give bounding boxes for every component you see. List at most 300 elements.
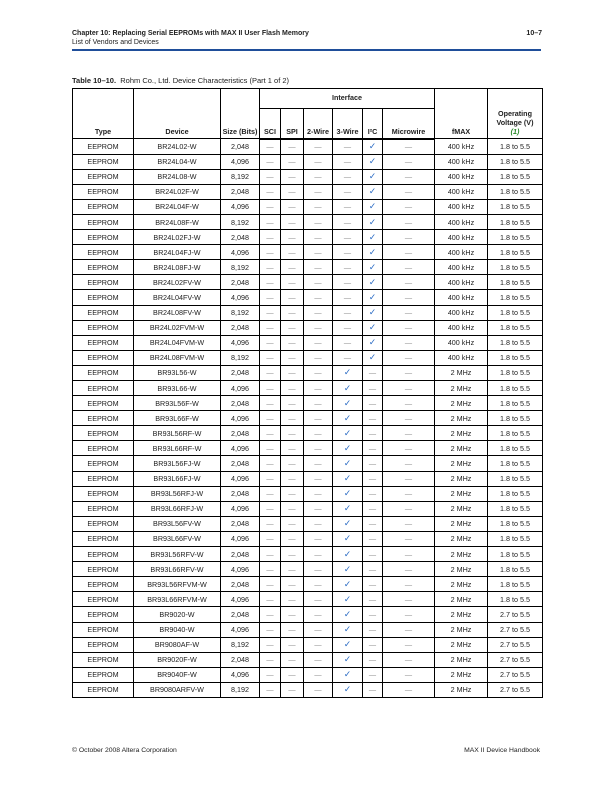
table-row	[73, 426, 543, 441]
dash-cell: —	[304, 577, 333, 592]
dash-cell: —	[333, 350, 363, 365]
table-cell: 4,096	[221, 471, 260, 486]
check-icon: ✓	[363, 290, 383, 305]
dash-cell: —	[281, 184, 304, 199]
table-cell: EEPROM	[73, 547, 134, 562]
table-cell: BR93L56RFVM-W	[134, 577, 221, 592]
dash-cell: —	[333, 320, 363, 335]
table-cell: 4,096	[221, 667, 260, 682]
table-cell: 1.8 to 5.5	[488, 486, 543, 501]
dash-cell: —	[260, 441, 281, 456]
table-cell: 4,096	[221, 199, 260, 214]
dash-cell: —	[383, 139, 435, 155]
dash-cell: —	[304, 652, 333, 667]
dash-cell: —	[304, 275, 333, 290]
table-cell: 2,048	[221, 577, 260, 592]
dash-cell: —	[383, 607, 435, 622]
dash-cell: —	[281, 501, 304, 516]
table-cell: 1.8 to 5.5	[488, 547, 543, 562]
check-icon: ✓	[333, 365, 363, 380]
table-cell: EEPROM	[73, 381, 134, 396]
dash-cell: —	[281, 471, 304, 486]
table-cell: 1.8 to 5.5	[488, 471, 543, 486]
check-icon: ✓	[333, 547, 363, 562]
col-interface: Interface	[260, 89, 435, 109]
dash-cell: —	[383, 396, 435, 411]
table-cell: 2,048	[221, 456, 260, 471]
table-cell: BR9080ARFV-W	[134, 682, 221, 697]
table-cell: 1.8 to 5.5	[488, 365, 543, 380]
dash-cell: —	[363, 547, 383, 562]
table-cell: 2 MHz	[435, 456, 488, 471]
table-cell: EEPROM	[73, 139, 134, 155]
table-cell: 2,048	[221, 652, 260, 667]
check-icon: ✓	[333, 396, 363, 411]
col-voltage	[488, 89, 543, 139]
dash-cell: —	[281, 426, 304, 441]
dash-cell: —	[383, 456, 435, 471]
table-cell: 1.8 to 5.5	[488, 426, 543, 441]
dash-cell: —	[333, 214, 363, 229]
table-row	[73, 396, 543, 411]
table-cell: EEPROM	[73, 169, 134, 184]
dash-cell: —	[304, 169, 333, 184]
table-cell: 2,048	[221, 396, 260, 411]
table-cell: EEPROM	[73, 305, 134, 320]
dash-cell: —	[383, 486, 435, 501]
dash-cell: —	[383, 214, 435, 229]
table-cell: EEPROM	[73, 290, 134, 305]
dash-cell: —	[333, 335, 363, 350]
check-icon: ✓	[363, 305, 383, 320]
table-cell: 8,192	[221, 169, 260, 184]
dash-cell: —	[304, 214, 333, 229]
col-2wire: 2-Wire	[304, 109, 333, 139]
table-cell: 400 kHz	[435, 320, 488, 335]
dash-cell: —	[281, 396, 304, 411]
check-icon: ✓	[363, 275, 383, 290]
dash-cell: —	[383, 667, 435, 682]
table-cell: BR24L04F-W	[134, 199, 221, 214]
check-icon: ✓	[363, 350, 383, 365]
table-row	[73, 260, 543, 275]
check-icon: ✓	[363, 214, 383, 229]
dash-cell: —	[363, 456, 383, 471]
dash-cell: —	[383, 547, 435, 562]
table-cell: BR93L66RFVM-W	[134, 592, 221, 607]
dash-cell: —	[304, 335, 333, 350]
table-cell: BR24L04FJ-W	[134, 245, 221, 260]
dash-cell: —	[281, 486, 304, 501]
dash-cell: —	[304, 426, 333, 441]
table-cell: EEPROM	[73, 426, 134, 441]
table-cell: 2,048	[221, 516, 260, 531]
dash-cell: —	[304, 682, 333, 697]
dash-cell: —	[383, 199, 435, 214]
table-cell: 4,096	[221, 592, 260, 607]
table-label: Table 10–10.	[72, 76, 117, 85]
table-cell: 1.8 to 5.5	[488, 260, 543, 275]
dash-cell: —	[383, 275, 435, 290]
table-cell: 2 MHz	[435, 426, 488, 441]
footnote-link[interactable]: (1)	[510, 127, 520, 136]
table-cell: BR93L56FV-W	[134, 516, 221, 531]
table-row	[73, 471, 543, 486]
dash-cell: —	[281, 456, 304, 471]
table-cell: 2,048	[221, 365, 260, 380]
dash-cell: —	[383, 471, 435, 486]
dash-cell: —	[383, 426, 435, 441]
dash-cell: —	[363, 577, 383, 592]
dash-cell: —	[383, 169, 435, 184]
device-table	[72, 88, 543, 698]
table-cell: 8,192	[221, 305, 260, 320]
table-cell: 2 MHz	[435, 396, 488, 411]
table-row	[73, 214, 543, 229]
dash-cell: —	[304, 607, 333, 622]
dash-cell: —	[260, 245, 281, 260]
check-icon: ✓	[333, 456, 363, 471]
table-cell: BR24L02F-W	[134, 184, 221, 199]
dash-cell: —	[383, 652, 435, 667]
table-cell: 8,192	[221, 682, 260, 697]
table-cell: 2 MHz	[435, 441, 488, 456]
table-cell: BR9040-W	[134, 622, 221, 637]
table-cell: 2.7 to 5.5	[488, 682, 543, 697]
dash-cell: —	[260, 184, 281, 199]
table-cell: 1.8 to 5.5	[488, 501, 543, 516]
check-icon: ✓	[333, 592, 363, 607]
table-cell: 2 MHz	[435, 682, 488, 697]
table-row	[73, 486, 543, 501]
table-row	[73, 531, 543, 546]
dash-cell: —	[333, 230, 363, 245]
dash-cell: —	[260, 531, 281, 546]
table-cell: 2 MHz	[435, 411, 488, 426]
table-cell: 4,096	[221, 441, 260, 456]
dash-cell: —	[304, 531, 333, 546]
dash-cell: —	[383, 154, 435, 169]
table-cell: EEPROM	[73, 335, 134, 350]
table-cell: EEPROM	[73, 622, 134, 637]
table-cell: 400 kHz	[435, 245, 488, 260]
col-fmax: fMAX	[435, 89, 488, 139]
dash-cell: —	[260, 501, 281, 516]
dash-cell: —	[383, 531, 435, 546]
dash-cell: —	[260, 607, 281, 622]
dash-cell: —	[281, 516, 304, 531]
dash-cell: —	[383, 230, 435, 245]
dash-cell: —	[304, 260, 333, 275]
table-cell: EEPROM	[73, 214, 134, 229]
dash-cell: —	[260, 411, 281, 426]
dash-cell: —	[383, 577, 435, 592]
check-icon: ✓	[333, 637, 363, 652]
table-cell: 1.8 to 5.5	[488, 184, 543, 199]
dash-cell: —	[304, 139, 333, 155]
dash-cell: —	[304, 381, 333, 396]
dash-cell: —	[281, 214, 304, 229]
table-cell: 1.8 to 5.5	[488, 350, 543, 365]
table-cell: 2 MHz	[435, 531, 488, 546]
table-cell: EEPROM	[73, 275, 134, 290]
dash-cell: —	[383, 562, 435, 577]
dash-cell: —	[281, 335, 304, 350]
dash-cell: —	[383, 381, 435, 396]
dash-cell: —	[304, 592, 333, 607]
dash-cell: —	[281, 350, 304, 365]
dash-cell: —	[260, 396, 281, 411]
table-cell: BR24L08FJ-W	[134, 260, 221, 275]
table-cell: 400 kHz	[435, 305, 488, 320]
table-row	[73, 305, 543, 320]
table-cell: 2 MHz	[435, 667, 488, 682]
table-row	[73, 667, 543, 682]
dash-cell: —	[383, 516, 435, 531]
dash-cell: —	[383, 682, 435, 697]
check-icon: ✓	[363, 245, 383, 260]
table-cell: BR93L56FJ-W	[134, 456, 221, 471]
table-cell: 400 kHz	[435, 230, 488, 245]
col-device: Device	[134, 89, 221, 139]
table-cell: EEPROM	[73, 516, 134, 531]
table-cell: EEPROM	[73, 486, 134, 501]
table-row	[73, 607, 543, 622]
col-i2c: I²C	[363, 109, 383, 139]
table-cell: 4,096	[221, 290, 260, 305]
table-cell: 400 kHz	[435, 290, 488, 305]
table-row	[73, 139, 543, 155]
dash-cell: —	[363, 486, 383, 501]
dash-cell: —	[260, 426, 281, 441]
dash-cell: —	[260, 667, 281, 682]
dash-cell: —	[281, 622, 304, 637]
dash-cell: —	[304, 154, 333, 169]
table-cell: 2 MHz	[435, 516, 488, 531]
col-type: Type	[73, 89, 134, 139]
check-icon: ✓	[363, 335, 383, 350]
table-cell: 400 kHz	[435, 139, 488, 155]
table-cell: EEPROM	[73, 230, 134, 245]
dash-cell: —	[383, 622, 435, 637]
table-cell: 2 MHz	[435, 381, 488, 396]
dash-cell: —	[260, 456, 281, 471]
dash-cell: —	[363, 667, 383, 682]
check-icon: ✓	[363, 230, 383, 245]
dash-cell: —	[383, 441, 435, 456]
dash-cell: —	[383, 637, 435, 652]
dash-cell: —	[383, 305, 435, 320]
dash-cell: —	[304, 320, 333, 335]
table-cell: 2 MHz	[435, 637, 488, 652]
dash-cell: —	[304, 516, 333, 531]
table-cell: 8,192	[221, 214, 260, 229]
table-cell: EEPROM	[73, 592, 134, 607]
table-caption-text: Rohm Co., Ltd. Device Characteristics (Part 1 of 2)	[120, 76, 290, 85]
table-cell: EEPROM	[73, 652, 134, 667]
table-cell: 1.8 to 5.5	[488, 577, 543, 592]
col-size: Size (Bits)	[221, 89, 260, 139]
table-cell: BR24L08F-W	[134, 214, 221, 229]
table-cell: EEPROM	[73, 411, 134, 426]
table-cell: 2 MHz	[435, 652, 488, 667]
dash-cell: —	[260, 592, 281, 607]
table-cell: 400 kHz	[435, 275, 488, 290]
dash-cell: —	[363, 365, 383, 380]
table-row	[73, 592, 543, 607]
dash-cell: —	[363, 411, 383, 426]
table-cell: 1.8 to 5.5	[488, 154, 543, 169]
table-row	[73, 230, 543, 245]
table-cell: 1.8 to 5.5	[488, 305, 543, 320]
table-cell: EEPROM	[73, 441, 134, 456]
table-cell: 1.8 to 5.5	[488, 592, 543, 607]
table-row	[73, 516, 543, 531]
table-cell: 2,048	[221, 320, 260, 335]
table-cell: 2.7 to 5.5	[488, 667, 543, 682]
dash-cell: —	[260, 335, 281, 350]
check-icon: ✓	[333, 667, 363, 682]
dash-cell: —	[260, 682, 281, 697]
check-icon: ✓	[333, 577, 363, 592]
dash-cell: —	[383, 592, 435, 607]
dash-cell: —	[383, 290, 435, 305]
table-row	[73, 275, 543, 290]
table-cell: 1.8 to 5.5	[488, 245, 543, 260]
table-cell: 400 kHz	[435, 199, 488, 214]
table-cell: BR24L02FJ-W	[134, 230, 221, 245]
table-cell: EEPROM	[73, 365, 134, 380]
dash-cell: —	[304, 501, 333, 516]
check-icon: ✓	[333, 531, 363, 546]
dash-cell: —	[304, 199, 333, 214]
dash-cell: —	[333, 169, 363, 184]
table-row	[73, 501, 543, 516]
table-cell: BR9020-W	[134, 607, 221, 622]
dash-cell: —	[383, 260, 435, 275]
dash-cell: —	[260, 169, 281, 184]
table-cell: 2 MHz	[435, 607, 488, 622]
table-cell: 4,096	[221, 154, 260, 169]
table-cell: 1.8 to 5.5	[488, 169, 543, 184]
dash-cell: —	[363, 501, 383, 516]
table-row	[73, 154, 543, 169]
check-icon: ✓	[363, 154, 383, 169]
dash-cell: —	[363, 637, 383, 652]
table-cell: 2 MHz	[435, 622, 488, 637]
table-cell: EEPROM	[73, 350, 134, 365]
table-row	[73, 350, 543, 365]
dash-cell: —	[260, 637, 281, 652]
footer-copyright: © October 2008 Altera Corporation	[72, 747, 177, 754]
table-cell: BR93L66RF-W	[134, 441, 221, 456]
table-cell: 2.7 to 5.5	[488, 637, 543, 652]
dash-cell: —	[383, 411, 435, 426]
check-icon: ✓	[363, 320, 383, 335]
table-row	[73, 290, 543, 305]
table-cell: 1.8 to 5.5	[488, 396, 543, 411]
table-cell: EEPROM	[73, 260, 134, 275]
table-cell: EEPROM	[73, 245, 134, 260]
table-cell: EEPROM	[73, 562, 134, 577]
dash-cell: —	[333, 290, 363, 305]
table-cell: 2 MHz	[435, 365, 488, 380]
table-row	[73, 562, 543, 577]
dash-cell: —	[281, 154, 304, 169]
table-cell: BR93L56-W	[134, 365, 221, 380]
table-cell: BR93L56F-W	[134, 396, 221, 411]
table-row	[73, 365, 543, 380]
col-microwire: Microwire	[383, 109, 435, 139]
table-cell: EEPROM	[73, 501, 134, 516]
dash-cell: —	[281, 667, 304, 682]
table-cell: BR9040F-W	[134, 667, 221, 682]
table-cell: 4,096	[221, 531, 260, 546]
table-cell: 1.8 to 5.5	[488, 214, 543, 229]
table-caption	[72, 76, 289, 85]
dash-cell: —	[363, 607, 383, 622]
dash-cell: —	[281, 245, 304, 260]
dash-cell: —	[281, 531, 304, 546]
table-cell: EEPROM	[73, 456, 134, 471]
dash-cell: —	[304, 245, 333, 260]
table-cell: 1.8 to 5.5	[488, 516, 543, 531]
table-cell: 2,048	[221, 275, 260, 290]
table-row	[73, 637, 543, 652]
dash-cell: —	[333, 184, 363, 199]
table-cell: 2,048	[221, 607, 260, 622]
check-icon: ✓	[333, 381, 363, 396]
table-cell: BR24L08FVM-W	[134, 350, 221, 365]
table-cell: 1.8 to 5.5	[488, 230, 543, 245]
table-cell: 400 kHz	[435, 184, 488, 199]
dash-cell: —	[383, 320, 435, 335]
table-cell: 2.7 to 5.5	[488, 607, 543, 622]
dash-cell: —	[281, 305, 304, 320]
table-cell: 2,048	[221, 184, 260, 199]
check-icon: ✓	[363, 199, 383, 214]
dash-cell: —	[363, 426, 383, 441]
table-cell: BR93L66RFV-W	[134, 562, 221, 577]
header-rule	[72, 49, 541, 51]
table-cell: 4,096	[221, 381, 260, 396]
check-icon: ✓	[363, 169, 383, 184]
table-cell: BR93L66-W	[134, 381, 221, 396]
table-cell: 1.8 to 5.5	[488, 456, 543, 471]
dash-cell: —	[304, 667, 333, 682]
table-cell: 1.8 to 5.5	[488, 531, 543, 546]
footer-handbook: MAX II Device Handbook	[464, 747, 540, 754]
table-cell: 2 MHz	[435, 501, 488, 516]
dash-cell: —	[333, 260, 363, 275]
check-icon: ✓	[333, 607, 363, 622]
table-row	[73, 169, 543, 184]
dash-cell: —	[281, 682, 304, 697]
check-icon: ✓	[333, 682, 363, 697]
table-cell: 1.8 to 5.5	[488, 562, 543, 577]
dash-cell: —	[281, 290, 304, 305]
check-icon: ✓	[333, 426, 363, 441]
table-row	[73, 411, 543, 426]
dash-cell: —	[281, 577, 304, 592]
table-cell: 2 MHz	[435, 547, 488, 562]
table-row	[73, 320, 543, 335]
table-cell: 2 MHz	[435, 592, 488, 607]
dash-cell: —	[363, 652, 383, 667]
dash-cell: —	[304, 547, 333, 562]
dash-cell: —	[363, 471, 383, 486]
table-cell: 2.7 to 5.5	[488, 652, 543, 667]
